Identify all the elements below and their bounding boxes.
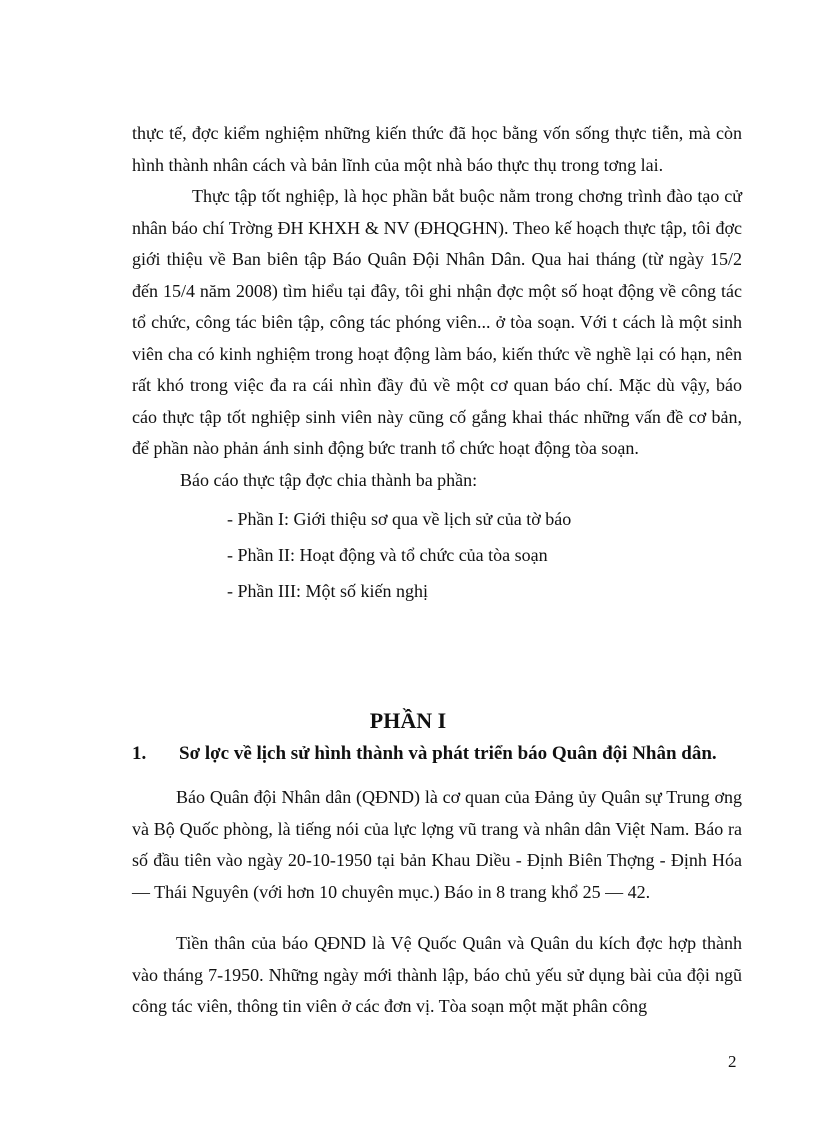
section-heading: PHẦN I (369, 708, 447, 733)
section-paragraph-1: Báo Quân đội Nhân dân (QĐND) là cơ quan của Đảng ủy Quân sự Trung ơng và Bộ Quốc phòng, là tiếng nói của lực lợng vũ trang và nhân dân Việt Nam. Báo ra số đầu tiên vào ngày 20-10-1950 tại bản Khau Diều - Định Biên Thợng - Định Hóa — Thái Nguyên (với hơn 10 chuyên mục.) Báo in 8 trang khổ 25 — 42. (132, 787, 742, 902)
list-intro: Báo cáo thực tập đợc chia thành ba phần: (180, 470, 478, 490)
list-item: - Phần III: Một số kiến nghị (227, 581, 428, 601)
subsection-title: Sơ lợc về lịch sử hình thành và phát triển báo Quân đội Nhân dân. (179, 743, 717, 764)
intro-paragraph: thực tế, đợc kiểm nghiệm những kiến thức đã học bằng vốn sống thực tiễn, mà còn hình thành nhân cách và bản lĩnh của một nhà báo thực thụ trong tơng lai. (132, 123, 742, 175)
section-paragraph-2: Tiền thân của báo QĐND là Vệ Quốc Quân và Quân du kích đợc hợp thành vào tháng 7-1950. Những ngày mới thành lập, báo chủ yếu sử dụng bài của đội ngũ công tác viên, thông tin viên ở các đơn vị. Tòa soạn một mặt phân công (132, 933, 742, 1016)
subsection-heading (132, 743, 772, 765)
page-number: 2 (728, 1052, 737, 1071)
parts-list (227, 501, 571, 609)
list-item: - Phần II: Hoạt động và tổ chức của tòa soạn (227, 545, 548, 565)
subsection-number: 1. (132, 743, 147, 764)
main-paragraph: Thực tập tốt nghiệp, là học phần bắt buộc nằm trong chơng trình đào tạo cử nhân báo chí Trờng ĐH KHXH & NV (ĐHQGHN). Theo kế hoạch thực tập, tôi đợc giới thiệu về Ban biên tập Báo Quân Đội Nhân Dân. Qua hai tháng (từ ngày 15/2 đến 15/4 năm 2008) tìm hiểu tại đây, tôi ghi nhận đợc một số hoạt động về công tác tổ chức, công tác biên tập, công tác phóng viên... ở tòa soạn. Với t cách là một sinh viên cha có kinh nghiệm trong hoạt động làm báo, kiến thức về nghề lại có hạn, nên rất khó trong việc đa ra cái nhìn đầy đủ về một cơ quan báo chí. Mặc dù vậy, báo cáo thực tập tốt nghiệp sinh viên này cũng cố gắng khai thác những vấn đề cơ bản, để phần nào phản ánh sinh động bức tranh tổ chức hoạt động tòa soạn. (132, 186, 742, 458)
list-item: - Phần I: Giới thiệu sơ qua về lịch sử của tờ báo (227, 509, 572, 529)
